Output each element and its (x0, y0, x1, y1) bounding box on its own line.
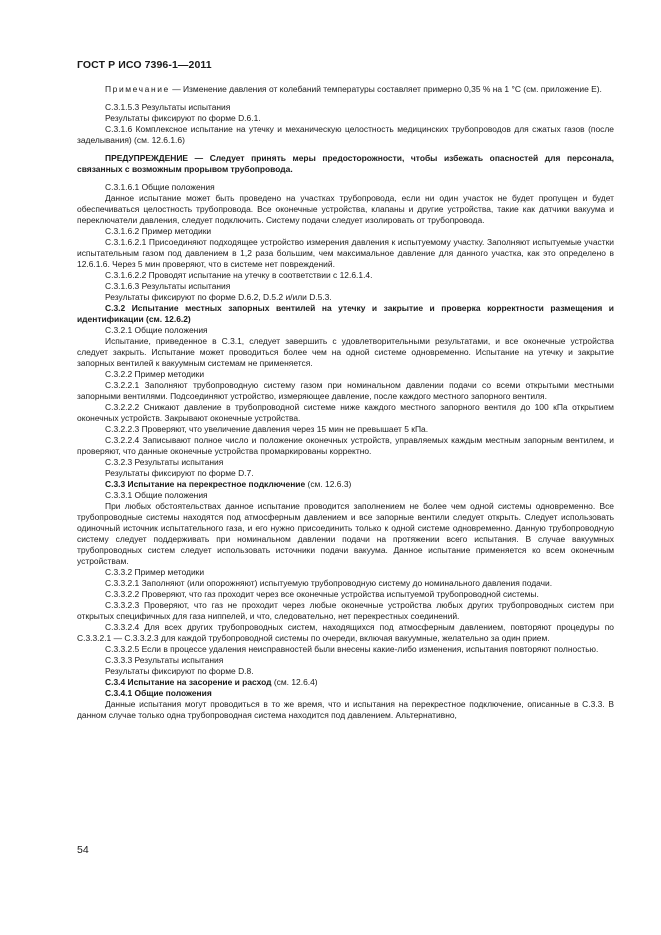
paragraph: С.3.3.2.1 Заполняют (или опорожняют) испытуемую трубопроводную систему до номинального давления подачи. (105, 578, 553, 588)
paragraph: Результаты фиксируют по форме D.6.1. (105, 113, 261, 123)
paragraph: С.3.2.2.2 Снижают давление в трубопроводной системе ниже каждого местного запорного вентиля до 100 кПа открытием оконечных устройств. Закрывают оконечные устройства. (77, 402, 614, 423)
heading-bold-part: С.3.4 Испытание на засорение и расход (105, 677, 272, 687)
note-text: — Изменение давления от колебаний температуры составляет примерно 0,35 % на 1 °C (см. приложение Е). (169, 84, 602, 94)
section-heading: С.3.2.3 Результаты испытания (105, 457, 224, 467)
document-header: ГОСТ Р ИСО 7396-1—2011 (77, 59, 212, 71)
paragraph: С.3.2.2.3 Проверяют, что увеличение давления через 15 мин не превышает 5 кПа. (105, 424, 429, 434)
section-heading: С.3.1.6.1 Общие положения (105, 182, 215, 192)
paragraph: Данные испытания могут проводиться в то же время, что и испытания на перекрестное подключение, описанные в С.3.3. В данном случае только одна трубопроводная система находится под давлением. Альтернативно, (77, 699, 614, 720)
paragraph: С.3.2.2.1 Заполняют трубопроводную систему газом при номинальном давлении подачи со всеми открытыми местными запорными вентилями. Подсоединяют устройство, измеряющее давление, после каждого местного запорного вентиля. (77, 380, 614, 401)
paragraph: С.3.2.2.4 Записывают полное число и положение оконечных устройств, управляемых каждым местным запорным вентилем, и проверяют, что данные оконечные устройства промаркированы корректно. (77, 435, 614, 456)
paragraph: С.3.1.6.2.1 Присоединяют подходящее устройство измерения давления к испытуемому участку. Заполняют испытуемые участки испытательным газом под давлением в 1,2 раза большим, чем максимальное давление для данного участка, как это определено в 12.6.1.6. Через 5 мин проверяют, что в системе нет повреждений. (77, 237, 614, 269)
document-body (77, 84, 614, 721)
heading-bold-part: С.3.3 Испытание на перекрестное подключение (105, 479, 306, 489)
section-heading: С.3.2.1 Общие положения (105, 325, 208, 335)
section-heading: С.3.1.5.3 Результаты испытания (105, 102, 231, 112)
paragraph: Результаты фиксируют по форме D.7. (105, 468, 254, 478)
section-heading: С.3.1.6.3 Результаты испытания (105, 281, 231, 291)
section-heading-bold: С.3.4.1 Общие положения (105, 688, 212, 698)
paragraph: Испытание, приведенное в С.3.1, следует завершить с удовлетворительными результатами, и все оконечные устройства следует закрыть. Испытание может проводиться более чем на одной системе одновременно. Испытание на утечку и закрытие запорных вентилей к вакуумным системам не применяется. (77, 336, 614, 368)
section-heading: С.3.2.2 Пример методики (105, 369, 205, 379)
paragraph: При любых обстоятельствах данное испытание проводится заполнением не более чем одной системы одновременно. Все трубопроводные системы находятся под атмосферным давлением и все запорные вентили следует открыть. Следует использовать одиночный источник испытательного газа, и его нужно присоединить только к одной системе одновременно. Данную трубопроводную систему следует поддерживать при номинальном давлении подачи на протяжении всего испытания. В случае вакуумных трубопроводных систем следует использовать источники подачи вакуума. Данное испытание применяется ко всем оконечным устройствам. (77, 501, 614, 566)
note-label: Примечание (105, 84, 170, 94)
heading-ref-part: (см. 12.6.4) (271, 677, 318, 687)
note-paragraph (77, 84, 614, 95)
section-heading: С.3.3.2 Пример методики (105, 567, 205, 577)
section-heading: С.3.1.6 Комплексное испытание на утечку и механическую целостность медицинских трубопроводов для сжатых газов (после заделывания) (см. 12.6.1.6) (77, 124, 614, 145)
paragraph: С.3.3.2.3 Проверяют, что газ не проходит через любые оконечные устройства любых других трубопроводных систем при открытых специфичных для газа ниппелей, и что, следовательно, нет перекрестных соединений. (77, 600, 614, 621)
section-heading: С.3.1.6.2 Пример методики (105, 226, 212, 236)
paragraph: Данное испытание может быть проведено на участках трубопровода, если ни один участок не будет пропущен и будет обеспечиваться целостность трубопровода. Все оконечные устройства, клапаны и другие устройства, такие как датчики вакуума и переключатели давления, следует подключить. Систему подачи следует изолировать от трубопровода. (77, 193, 614, 225)
heading-ref-part: (см. 12.6.3) (305, 479, 352, 489)
warning-paragraph: ПРЕДУПРЕЖДЕНИЕ — Следует принять меры предосторожности, чтобы избежать опасностей для персонала, связанных с возможным прорывом трубопровода. (77, 153, 614, 174)
paragraph: С.3.3.2.4 Для всех других трубопроводных систем, находящихся под атмосферным давлением, повторяют процедуры по С.3.3.2.1 — С.3.3.2.3 для каждой трубопроводной системы по очереди, включая вакуумные, желательно за один прием. (77, 622, 614, 643)
section-heading-bold: С.3.2 Испытание местных запорных вентилей на утечку и закрытие и проверка корректности размещения и идентификации (см. 12.6.2) (77, 303, 614, 324)
page-number: 54 (77, 844, 89, 856)
paragraph: Результаты фиксируют по форме D.8. (105, 666, 254, 676)
paragraph: С.3.3.2.2 Проверяют, что газ проходит через все оконечные устройства испытуемой трубопроводной системы. (105, 589, 539, 599)
paragraph: С.3.1.6.2.2 Проводят испытание на утечку в соответствии с 12.6.1.4. (105, 270, 373, 280)
section-heading-mixed (77, 677, 614, 688)
section-heading: С.3.3.3 Результаты испытания (105, 655, 224, 665)
paragraph: С.3.3.2.5 Если в процессе удаления неисправностей были внесены какие-либо изменения, испытания повторяют полностью. (105, 644, 599, 654)
section-heading: С.3.3.1 Общие положения (105, 490, 208, 500)
section-heading-mixed (77, 479, 614, 490)
paragraph: Результаты фиксируют по форме D.6.2, D.5.2 и/или D.5.3. (105, 292, 332, 302)
